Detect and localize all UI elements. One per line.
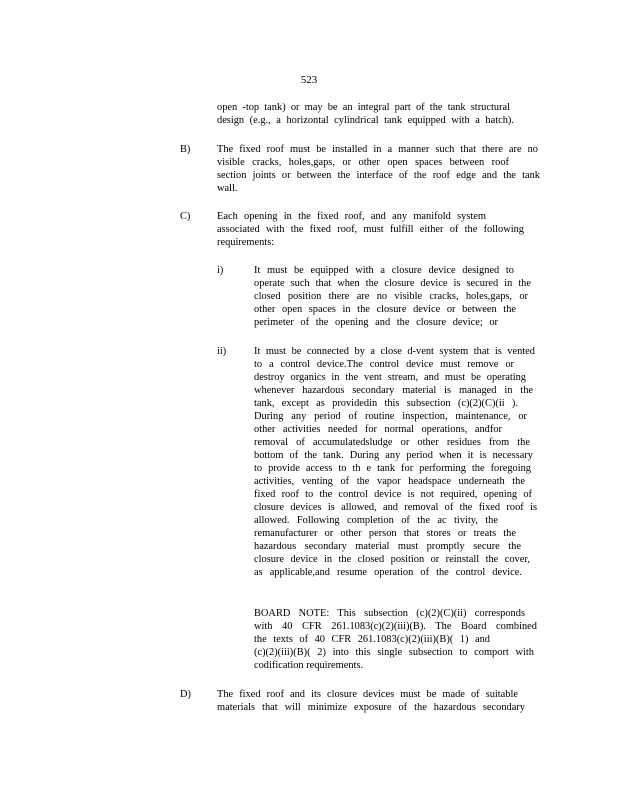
item-ii-line: It must be connected by a close d-vent system that is vented: [254, 346, 535, 357]
item-ii-line: closure devices is allowed, and removal of the fixed roof is: [254, 502, 537, 513]
section-b-line: visible cracks, holes,gaps, or other open spaces between roof: [217, 157, 509, 168]
intro-line: design (e.g., a horizontal cylindrical tank equipped with a hatch).: [217, 115, 514, 126]
board-note-line: (c)(2)(iii)(B)( 2) into this single subsection to comport with: [254, 647, 534, 658]
item-ii-line: tank, except as providedin this subsection (c)(2)(C)(ii ).: [254, 398, 518, 409]
section-b-line: The fixed roof must be installed in a manner such that there are no: [217, 144, 538, 155]
item-ii-line: whenever hazardous secondary material is managed in the: [254, 385, 533, 396]
page-number: 523: [300, 74, 318, 86]
section-c-label: C): [180, 211, 191, 222]
item-ii-line: During any period of routine inspection, maintenance, or: [254, 411, 527, 422]
section-d-label: D): [180, 689, 191, 700]
board-note-line: codification requirements.: [254, 660, 364, 671]
item-ii-line: remanufacturer or other person that stores or treats the: [254, 528, 516, 539]
section-c-line: associated with the fixed roof, must fulfill either of the following: [217, 224, 524, 235]
intro-line: open -top tank) or may be an integral part of the tank structural: [217, 102, 510, 113]
item-ii-line: activities, venting of the vapor headspace underneath the: [254, 476, 525, 487]
item-ii-label: ii): [217, 346, 227, 357]
section-d-line: The fixed roof and its closure devices must be made of suitable: [217, 689, 518, 700]
item-i-line: It must be equipped with a closure device designed to: [254, 265, 514, 276]
board-note-line: the texts of 40 CFR 261.1083(c)(2)(iii)(B)( 1) and: [254, 634, 490, 645]
item-i-line: closed position there are no visible cracks, holes,gaps, or: [254, 291, 528, 302]
item-i-line: other open spaces in the closure device or between the: [254, 304, 516, 315]
section-c-line: Each opening in the fixed roof, and any manifold system: [217, 211, 486, 222]
section-b-label: B): [180, 144, 191, 155]
item-ii-line: as applicable,and resume operation of the control device.: [254, 567, 522, 578]
item-i-line: perimeter of the opening and the closure device; or: [254, 317, 498, 328]
item-ii-line: hazardous secondary material must promptly secure the: [254, 541, 521, 552]
item-ii-line: fixed roof to the control device is not required, opening of: [254, 489, 532, 500]
section-c-line: requirements:: [217, 237, 275, 248]
item-i-line: operate such that when the closure device is secured in the: [254, 278, 531, 289]
section-b-line: wall.: [217, 183, 238, 194]
item-ii-line: allowed. Following completion of the ac tivity, the: [254, 515, 498, 526]
section-b-line: section joints or between the interface of the roof edge and the tank: [217, 170, 540, 181]
item-i-label: i): [217, 265, 224, 276]
item-ii-line: bottom of the tank. During any period when it is necessary: [254, 450, 533, 461]
item-ii-line: to a control device.The control device must remove or: [254, 359, 514, 370]
item-ii-line: destroy organics in the vent stream, and must be operating: [254, 372, 526, 383]
board-note-line: BOARD NOTE: This subsection (c)(2)(C)(ii) corresponds: [254, 608, 525, 619]
item-ii-line: to provide access to th e tank for performing the foregoing: [254, 463, 531, 474]
section-d-line: materials that will minimize exposure of the hazardous secondary: [217, 702, 525, 713]
board-note-line: with 40 CFR 261.1083(c)(2)(iii)(B). The Board combined: [254, 621, 537, 632]
item-ii-line: closure device in the closed position or reinstall the cover,: [254, 554, 530, 565]
item-ii-line: other activities needed for normal operations, andfor: [254, 424, 502, 435]
item-ii-line: removal of accumulatedsludge or other residues from the: [254, 437, 530, 448]
